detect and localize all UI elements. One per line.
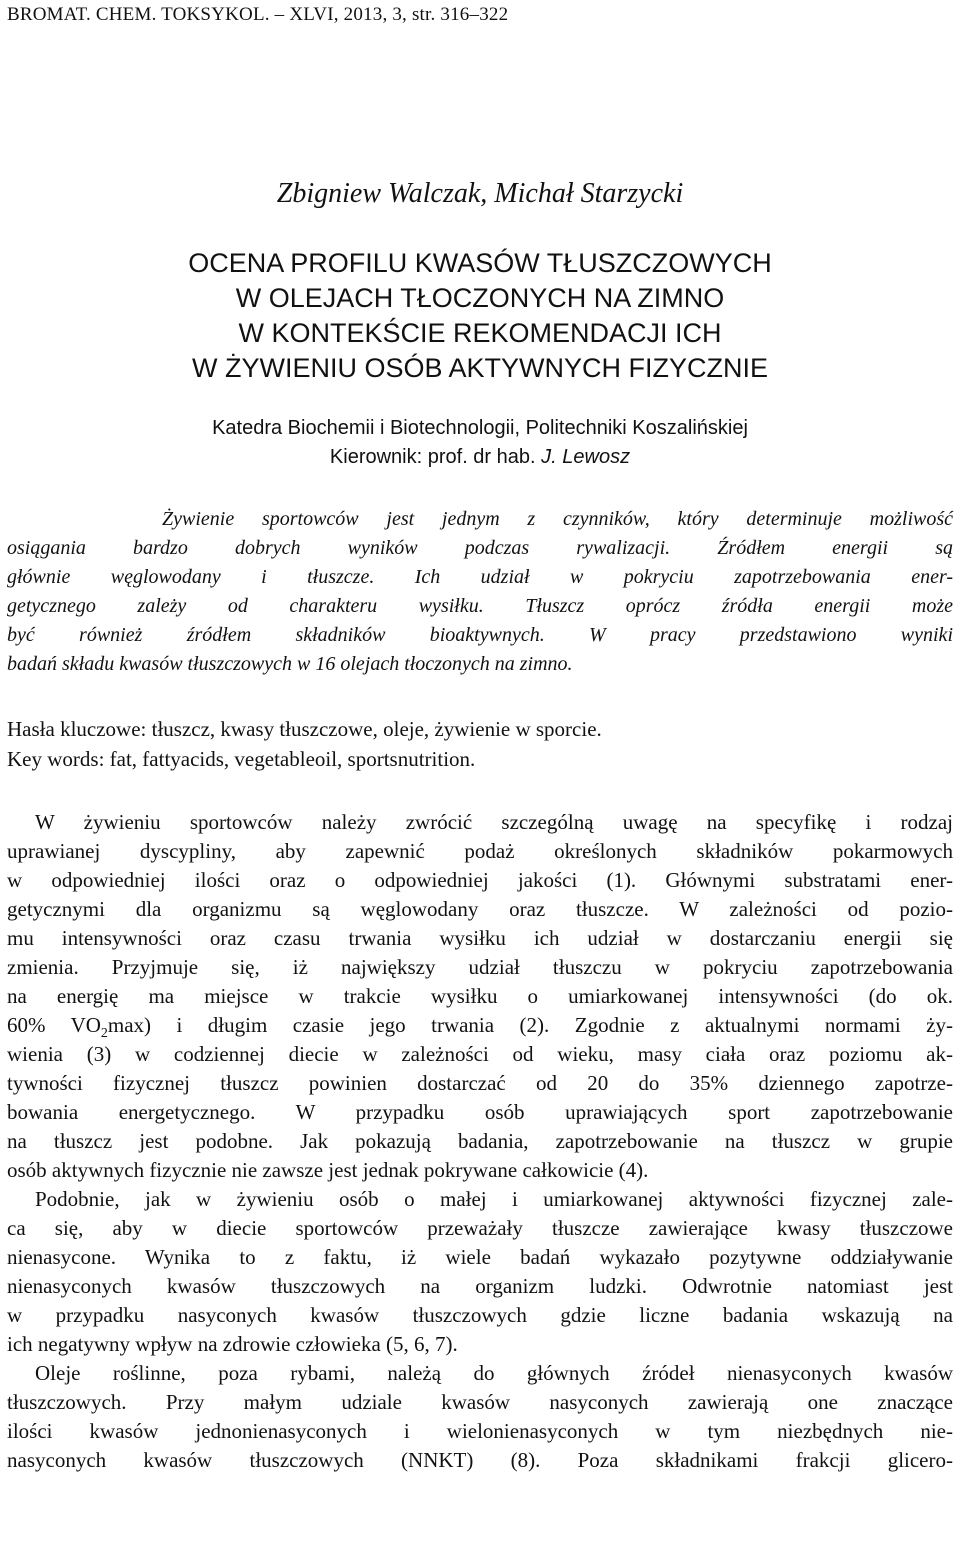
abstract-line: badań składu kwasów tłuszczowych w 16 olejach tłoczonych na zimno. bbox=[7, 653, 573, 675]
abstract-line: getycznego zależy od charakteru wysiłku. Tłuszcz oprócz źródła energii może bbox=[7, 595, 953, 617]
body-line: mu intensywności oraz czasu trwania wysiłku ich udział w dostarczaniu energii się bbox=[7, 926, 953, 950]
body-line: w przypadku nasyconych kwasów tłuszczowych gdzie liczne badania wskazują na bbox=[7, 1303, 953, 1327]
body-line: na tłuszcz jest podobne. Jak pokazują badania, zapotrzebowanie na tłuszcz w grupie bbox=[7, 1129, 953, 1153]
body-line: ca się, aby w diecie sportowców przeważały tłuszcze zawierające kwasy tłuszczowe bbox=[7, 1216, 953, 1240]
vo2-after: max) i długim czasie jego trwania (2). Zgodnie z aktualnymi normami ży- bbox=[107, 1013, 953, 1037]
body-line: W żywieniu sportowców należy zwrócić szczególną uwagę na specyfikę i rodzaj bbox=[35, 810, 953, 834]
body-line: Podobnie, jak w żywieniu osób o małej i umiarkowanej aktywności fizycznej zale- bbox=[35, 1187, 953, 1211]
abstract-line: być również źródłem składników bioaktywnych. W pracy przedstawiono wyniki bbox=[7, 624, 953, 646]
body-line: nienasyconych kwasów tłuszczowych na organizm ludzki. Odwrotnie natomiast jest bbox=[7, 1274, 953, 1298]
body-line: nasyconych kwasów tłuszczowych (NNKT) (8). Poza składnikami frakcji glicero- bbox=[7, 1448, 953, 1472]
keywords-polish: Hasła kluczowe: tłuszcz, kwasy tłuszczowe, oleje, żywienie w sporcie. bbox=[7, 717, 602, 741]
running-head: BROMAT. CHEM. TOKSYKOL. – XLVI, 2013, 3, str. 316–322 bbox=[7, 4, 509, 25]
article-title bbox=[7, 246, 953, 386]
body-line: w odpowiedniej ilości oraz o odpowiedniej jakości (1). Głównymi substratami ener- bbox=[7, 868, 953, 892]
body-line: osób aktywnych fizycznie nie zawsze jest jednak pokrywane całkowicie (4). bbox=[7, 1158, 649, 1182]
abstract-line: Żywienie sportowców jest jednym z czynników, który determinuje możliwość bbox=[162, 508, 953, 530]
head-name: J. Lewosz bbox=[541, 446, 631, 468]
title-line: W ŻYWIENIU OSÓB AKTYWNYCH FIZYCZNIE bbox=[191, 353, 769, 383]
authors: Zbigniew Walczak, Michał Starzycki bbox=[276, 178, 684, 209]
keywords-english: Key words: fat, fattyacids, vegetableoil, sportsnutrition. bbox=[7, 747, 476, 771]
body-line: ich negatywny wpływ na zdrowie człowieka (5, 6, 7). bbox=[7, 1332, 458, 1356]
keywords bbox=[7, 714, 602, 774]
title-line: W KONTEKŚCIE REKOMENDACJI ICH bbox=[238, 318, 722, 348]
vo2-subscript: 2 bbox=[100, 1026, 108, 1042]
body-line: tłuszczowych. Przy małym udziale kwasów nasyconych zawierają one znaczące bbox=[7, 1390, 953, 1414]
body-line: getycznymi dla organizmu są węglowodany oraz tłuszcze. W zależności od pozio- bbox=[7, 897, 953, 921]
affiliation bbox=[7, 414, 953, 472]
abstract-line: osiągania bardzo dobrych wyników podczas rywalizacji. Źródłem energii są bbox=[7, 537, 953, 559]
affiliation-department: Katedra Biochemii i Biotechnologii, Politechniki Koszalińskiej bbox=[212, 417, 748, 439]
title-line: W OLEJACH TŁOCZONYCH NA ZIMNO bbox=[235, 283, 725, 313]
head-prefix: Kierownik: prof. dr hab. bbox=[329, 446, 542, 468]
body-line: zmienia. Przyjmuje się, iż największy udział tłuszczu w pokryciu zapotrzebowania bbox=[7, 955, 953, 979]
title-line: OCENA PROFILU KWASÓW TŁUSZCZOWYCH bbox=[188, 248, 772, 278]
body-line: wienia (3) w codziennej diecie w zależności od wieku, masy ciała oraz poziomu ak- bbox=[7, 1042, 953, 1066]
body-line: nienasycone. Wynika to z faktu, iż wiele badań wykazało pozytywne oddziaływanie bbox=[7, 1245, 953, 1269]
body-line: Oleje roślinne, poza rybami, należą do głównych źródeł nienasyconych kwasów bbox=[35, 1361, 953, 1385]
body-text bbox=[7, 808, 953, 1475]
vo2-before: 60% VO bbox=[7, 1013, 101, 1037]
abstract bbox=[7, 505, 953, 679]
body-line: na energię ma miejsce w trakcie wysiłku o umiarkowanej intensywności (do ok. bbox=[7, 984, 953, 1008]
article-page bbox=[7, 0, 953, 1542]
affiliation-head bbox=[7, 443, 953, 472]
abstract-line: głównie węglowodany i tłuszcze. Ich udział w pokryciu zapotrzebowania ener- bbox=[7, 566, 953, 588]
body-line: tywności fizycznej tłuszcz powinien dostarczać od 20 do 35% dziennego zapotrze- bbox=[7, 1071, 953, 1095]
body-line: ilości kwasów jednonienasyconych i wielonienasyconych w tym niezbędnych nie- bbox=[7, 1419, 953, 1443]
body-line: bowania energetycznego. W przypadku osób uprawiających sport zapotrzebowanie bbox=[7, 1100, 953, 1124]
body-line-vo2 bbox=[7, 1011, 953, 1040]
body-line: uprawianej dyscypliny, aby zapewnić podaż określonych składników pokarmowych bbox=[7, 839, 953, 863]
